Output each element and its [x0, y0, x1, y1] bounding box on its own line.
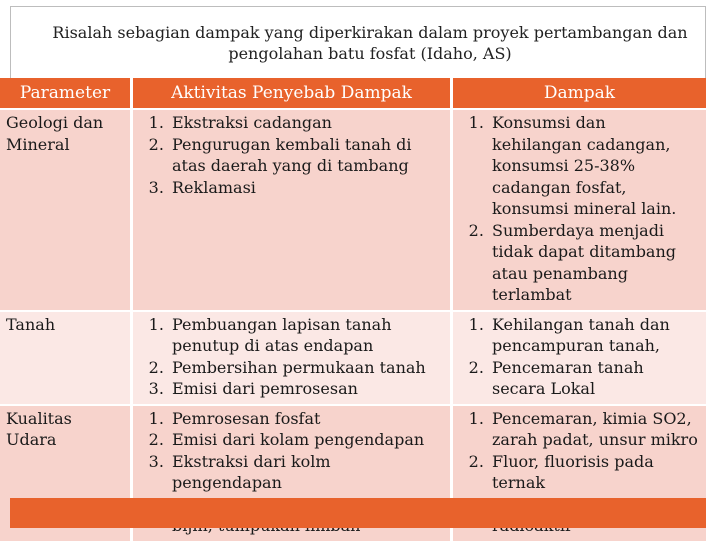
list-item: 1. Pencemaran, kimia SO2, zarah padat, unsur mikro: [489, 408, 700, 451]
impacts-list: [459, 112, 700, 306]
list-item: 3. Reklamasi: [169, 177, 444, 199]
list-item: 1. Ekstraksi cadangan: [169, 112, 444, 134]
list-item: 3. Ekstraksi dari kolm pengendapan: [169, 451, 444, 494]
activities-list: [139, 314, 444, 400]
parameter-cell: Kualitas Udara: [0, 406, 133, 543]
list-item: 1. Pembuangan lapisan tanah penutup di atas endapan: [169, 314, 444, 357]
list-item: 1. Pemrosesan fosfat: [169, 408, 444, 430]
activities-list: [139, 112, 444, 198]
table-row: [0, 110, 706, 312]
header-parameter: Parameter: [0, 78, 133, 110]
list-item: 3. Emisi dari pemrosesan: [169, 378, 444, 400]
impacts-list: [459, 314, 700, 400]
activities-cell: [133, 110, 453, 312]
list-item: 2. Pengurugan kembali tanah di atas daerah yang di tambang: [169, 134, 444, 177]
impact-table-container: [0, 78, 706, 543]
header-activities: Aktivitas Penyebab Dampak: [133, 78, 453, 110]
table-row: [0, 312, 706, 406]
footer-accent-bar: [10, 498, 706, 528]
list-item: 2. Emisi dari kolam pengendapan: [169, 429, 444, 451]
list-item: 1. Kehilangan tanah dan pencampuran tanah,: [489, 314, 700, 357]
parameter-cell: Tanah: [0, 312, 133, 406]
impacts-cell: [453, 110, 706, 312]
activities-cell: [133, 312, 453, 406]
list-item: 2. Pembersihan permukaan tanah: [169, 357, 444, 379]
table-header-row: [0, 78, 706, 110]
impacts-cell: [453, 312, 706, 406]
header-impacts: Dampak: [453, 78, 706, 110]
parameter-cell: Geologi dan Mineral: [0, 110, 133, 312]
list-item: 2. Sumberdaya menjadi tidak dapat ditambang atau penambang terlambat: [489, 220, 700, 306]
list-item: 2. Fluor, fluorisis pada ternak: [489, 451, 700, 494]
list-item: 2. Pencemaran tanah secara Lokal: [489, 357, 700, 400]
impact-table: [0, 78, 706, 543]
list-item: 1. Konsumsi dan kehilangan cadangan, konsumsi 25-38% cadangan fosfat, konsumsi mineral lain.: [489, 112, 700, 220]
slide-title: Risalah sebagian dampak yang diperkirakan dalam proyek pertambangan dan pengolahan batu fosfat (Idaho, AS): [52, 23, 688, 63]
